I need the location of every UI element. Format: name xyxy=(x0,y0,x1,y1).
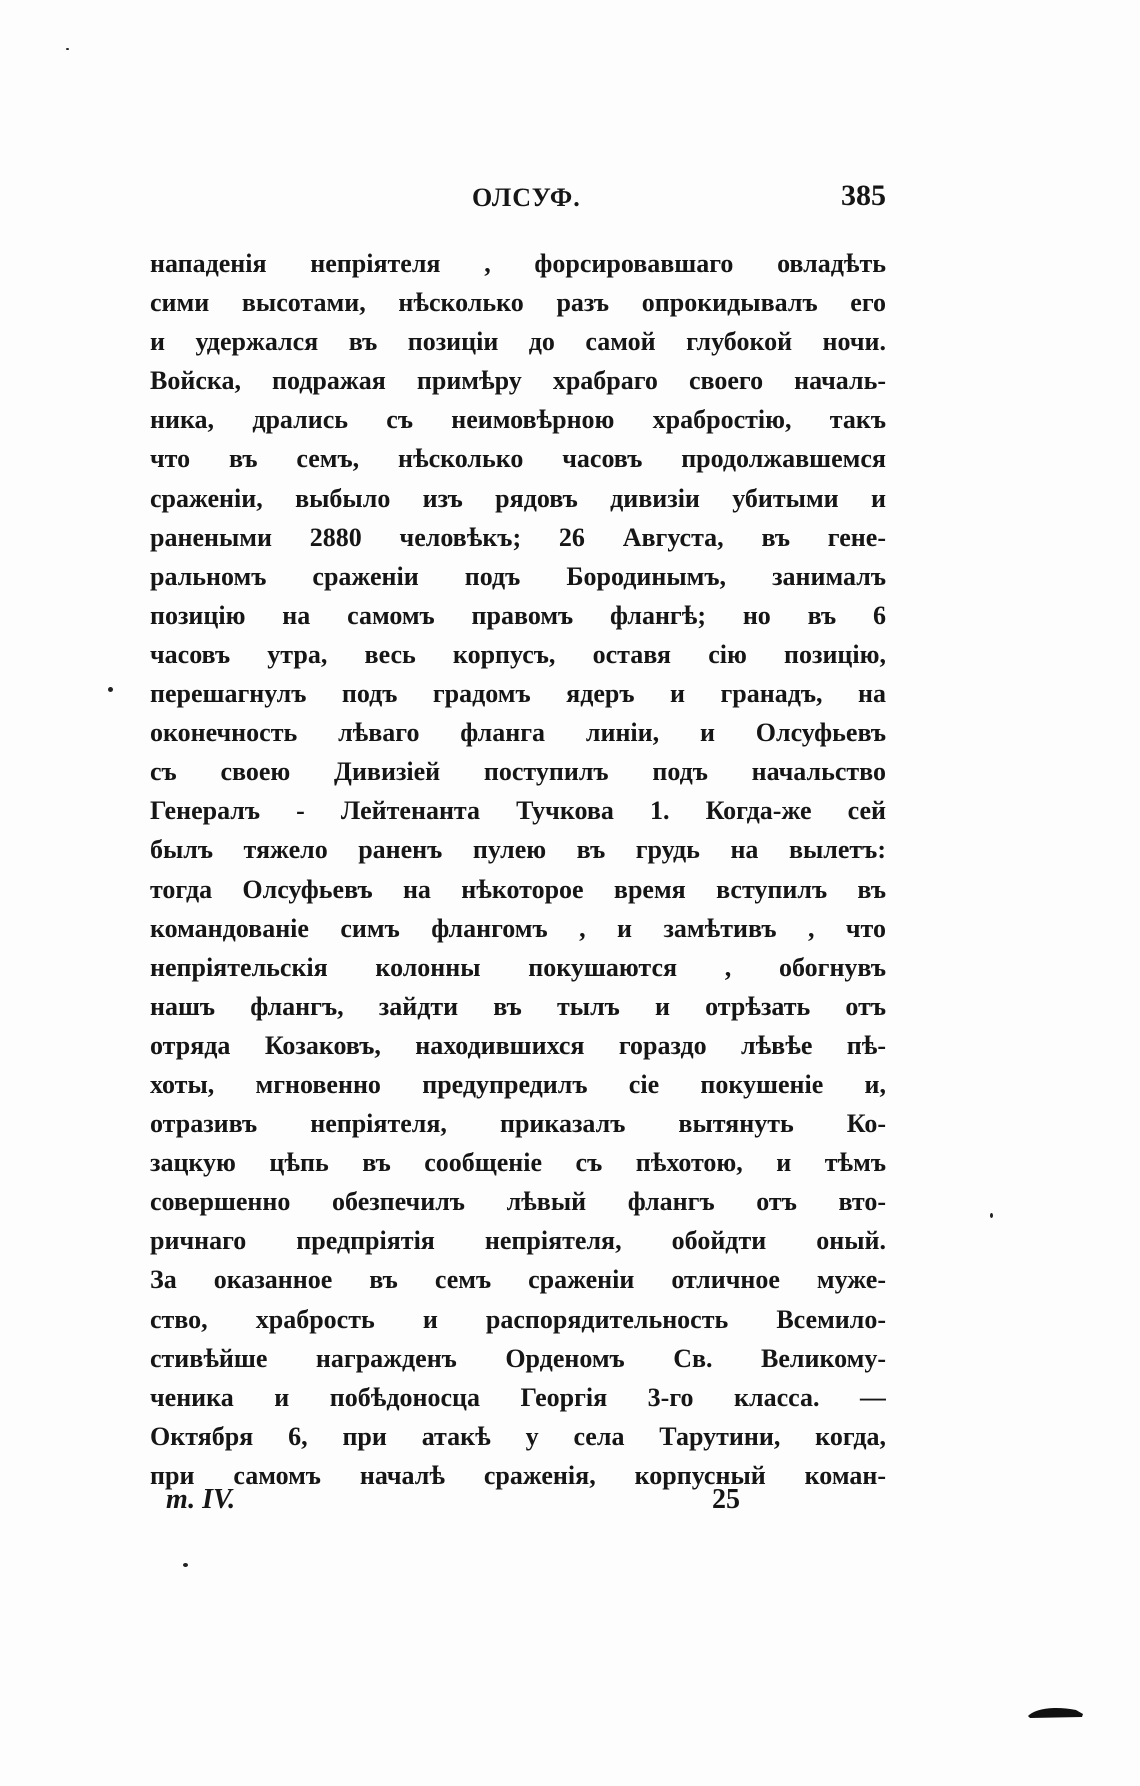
text-line: перешагнулъ подъ градомъ ядеръ и гранадъ, на xyxy=(150,679,886,709)
text-line: непріятельскія колонны покушаются , обогнувъ xyxy=(150,952,886,982)
text-line: часовъ утра, весь корпусъ, оставя сію позицію, xyxy=(150,639,886,669)
text-line: отряда Козаковъ, находившихся гораздо лѣвѣе пѣ- xyxy=(150,1030,886,1060)
text-line: Войска, подражая примѣру храбраго своего началь- xyxy=(150,366,886,396)
text-line: былъ тяжело раненъ пулею въ грудь на вылетъ: xyxy=(150,835,886,865)
text-line: Генералъ - Лейтенанта Тучкова 1. Когда-же сей xyxy=(150,796,886,826)
text-line: нападенія непріятеля , форсировавшаго овладѣть xyxy=(150,249,886,278)
text-line: хоты, мгновенно предупредилъ сіе покушеніе и, xyxy=(150,1069,886,1099)
scan-speck xyxy=(108,687,113,692)
text-line: отразивъ непріятеля, приказалъ вытянуть Ко- xyxy=(150,1109,886,1139)
page-header xyxy=(150,179,886,223)
signature-mark: 25 xyxy=(712,1484,740,1515)
body-text xyxy=(150,244,886,1495)
volume-mark: т. IV. xyxy=(166,1484,236,1515)
page-footer xyxy=(150,1484,886,1524)
text-line: ранеными 2880 человѣкъ; 26 Августа, въ гене- xyxy=(150,522,886,552)
text-line: ричнаго предпріятія непріятеля, обойдти оный. xyxy=(150,1226,886,1256)
text-line: при самомъ началѣ сраженія, корпусный коман- xyxy=(150,1460,886,1490)
scan-speck xyxy=(990,1213,993,1218)
text-line: сими высотами, нѣсколько разъ опрокидывалъ его xyxy=(150,288,886,318)
text-line: ченика и побѣдоносца Георгія 3-го класса. — xyxy=(150,1382,886,1412)
scan-speck xyxy=(66,48,69,50)
text-line: и удержался въ позиціи до самой глубокой ночи. xyxy=(150,327,886,357)
text-line: ника, дрались съ неимовѣрною храбростію, такъ xyxy=(150,405,886,435)
text-line: сраженіи, выбыло изъ рядовъ дивизіи убитыми и xyxy=(150,483,886,513)
text-line: нашъ флангъ, зайдти въ тылъ и отрѣзать отъ xyxy=(150,991,886,1021)
text-line: стивѣйше награжденъ Орденомъ Св. Великому- xyxy=(150,1343,886,1373)
text-line: ство, храбрость и распорядительность Всемило- xyxy=(150,1304,886,1334)
page-number: 385 xyxy=(841,179,886,212)
running-head: ОЛСУФ. xyxy=(472,183,581,212)
text-line: зацкую цѣпь въ сообщеніе съ пѣхотою, и тѣмъ xyxy=(150,1148,886,1178)
text-line: что въ семъ, нѣсколько часовъ продолжавшемся xyxy=(150,444,886,474)
text-line: совершенно обезпечилъ лѣвый флангъ отъ вто- xyxy=(150,1187,886,1217)
text-line: оконечность лѣваго фланга линіи, и Олсуфьевъ xyxy=(150,718,886,748)
text-line: съ своею Дивизіей поступилъ подъ начальство xyxy=(150,757,886,787)
text-line: За оказанное въ семъ сраженіи отличное муже- xyxy=(150,1265,886,1295)
text-line: ральномъ сраженіи подъ Бородинымъ, занималъ xyxy=(150,561,886,591)
text-line: Октября 6, при атакѣ у села Тарутини, когда, xyxy=(150,1421,886,1451)
scan-speck xyxy=(183,1563,188,1567)
text-line: командованіе симъ флангомъ , и замѣтивъ , что xyxy=(150,913,886,943)
text-line: тогда Олсуфьевъ на нѣкоторое время вступилъ въ xyxy=(150,874,886,904)
text-line: позицію на самомъ правомъ флангѣ; но въ 6 xyxy=(150,600,886,630)
ink-smudge xyxy=(1026,1706,1084,1720)
